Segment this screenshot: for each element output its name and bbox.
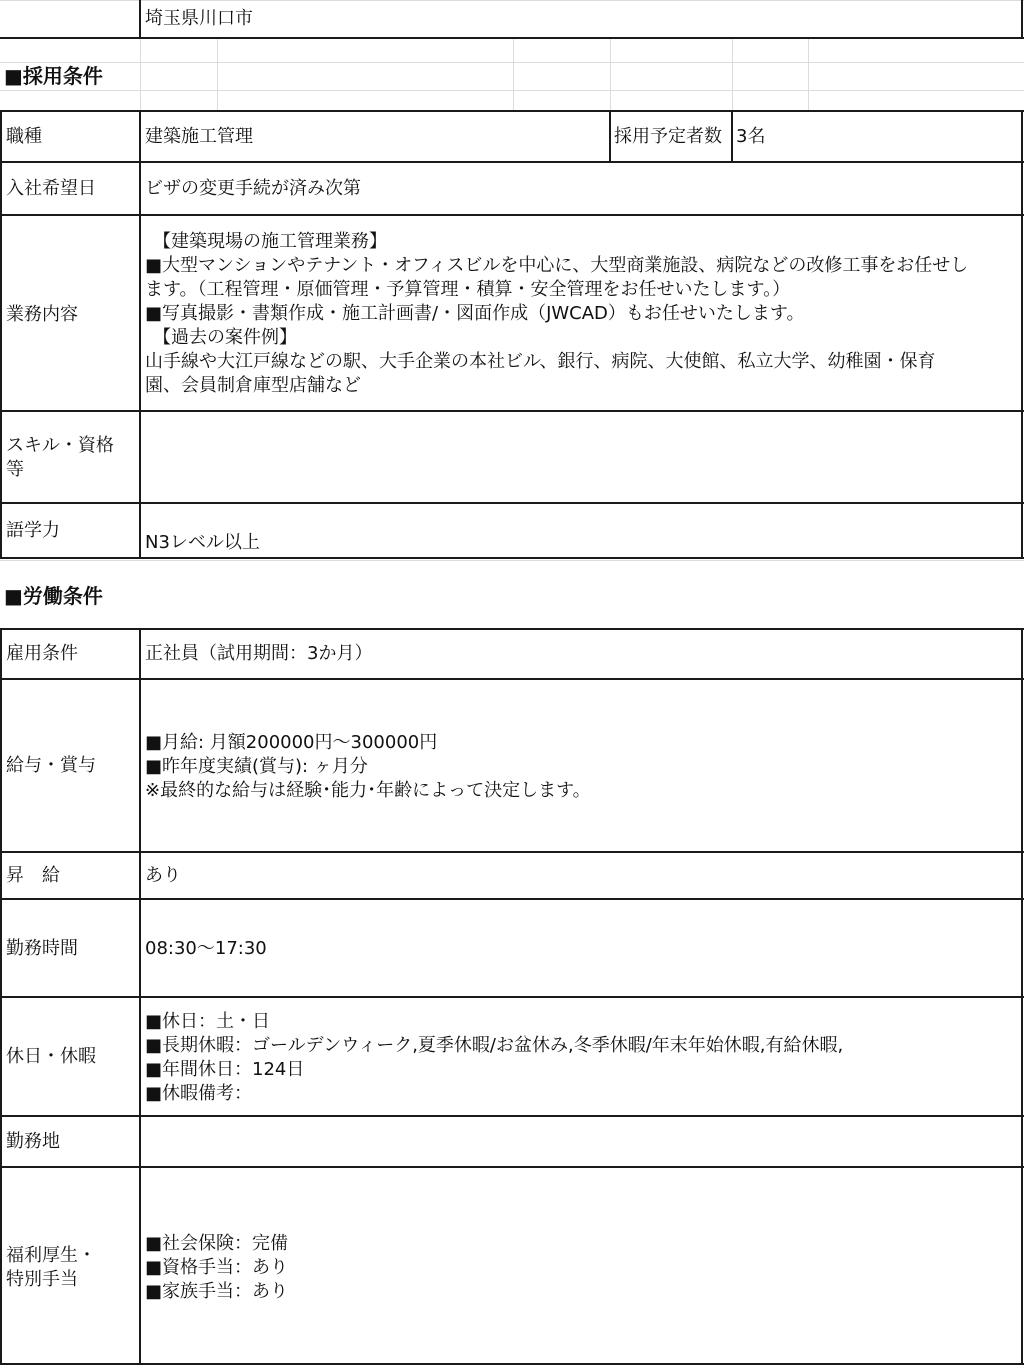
gridline (217, 39, 218, 110)
border (609, 110, 611, 162)
salary-line: ※最終的な給与は経験･能力･年齢によって決定します。 (145, 780, 591, 801)
border (0, 1363, 1024, 1365)
skills-label (6, 434, 114, 482)
border (0, 110, 1024, 112)
holidays-line: ■長期休暇：ゴールデンウィーク,夏季休暇/お盆休み,冬季休暇/年末年始休暇,有給休暇, (145, 1035, 844, 1056)
salary-line: ■月給: 月額200000円～300000円 (145, 732, 438, 753)
border (0, 110, 2, 559)
border (139, 0, 141, 38)
language-value: N3レベル以上 (145, 532, 260, 553)
benefits-label-line: 福利厚生・ (6, 1245, 96, 1266)
border (0, 898, 1024, 900)
border (1021, 0, 1023, 38)
border (0, 502, 1024, 504)
border (0, 557, 1024, 559)
gridline (0, 90, 1024, 91)
recruit-section-title: ■採用条件 (4, 64, 103, 88)
gridline (513, 39, 514, 110)
holidays-line: ■休日：土・日 (145, 1011, 271, 1032)
border (0, 628, 1024, 630)
border (0, 161, 1024, 163)
benefits-value (145, 1232, 288, 1304)
border (0, 37, 1024, 39)
raise-label: 昇 給 (6, 865, 60, 886)
salary-label: 給与・賞与 (6, 755, 96, 776)
border (0, 678, 1024, 680)
benefits-line: ■家族手当：あり (145, 1281, 289, 1302)
border (0, 628, 2, 1365)
skills-label-line: 等 (6, 459, 24, 480)
border (1021, 628, 1023, 1365)
duties-line: ■写真撮影・書類作成・施工計画書/・図面作成（JWCAD）もお任せいたします。 (145, 303, 805, 324)
openings-label: 採用予定者数 (614, 126, 722, 147)
workplace-label: 勤務地 (6, 1131, 60, 1152)
border (0, 996, 1024, 998)
benefits-line: ■社会保険：完備 (145, 1233, 289, 1254)
holidays-value (145, 1010, 843, 1106)
duties-line: ■大型マンションやテナント・オフィスビルを中心に、大型商業施設、病院などの改修工事をお任せし (145, 255, 969, 276)
benefits-label (6, 1244, 96, 1292)
gridline (610, 39, 611, 110)
duties-value (145, 230, 968, 398)
holidays-line: ■年間休日：124日 (145, 1059, 305, 1080)
border (0, 1115, 1024, 1117)
hours-label: 勤務時間 (6, 938, 78, 959)
gridline (0, 560, 1024, 561)
duties-line: 山手線や大江戸線などの駅、大手企業の本社ビル、銀行、病院、大使館、私立大学、幼稚園・保育 (145, 351, 936, 372)
holidays-label: 休日・休暇 (6, 1046, 96, 1067)
border (0, 410, 1024, 412)
start-date-value: ビザの変更手続が済み次第 (145, 178, 361, 199)
labor-section-title: ■労働条件 (4, 584, 103, 608)
job-label: 職種 (6, 126, 42, 147)
border (0, 1166, 1024, 1168)
border (139, 110, 141, 559)
skills-label-line: スキル・資格 (6, 435, 114, 456)
gridline (732, 39, 733, 110)
salary-value (145, 731, 591, 803)
border (0, 851, 1024, 853)
duties-line: 【建築現場の施工管理業務】 (153, 231, 387, 252)
gridline (0, 0, 1024, 1)
address-cell: 埼玉県川口市 (145, 8, 253, 29)
salary-line: ■昨年度実績(賞与): ヶ月分 (145, 756, 368, 777)
language-label: 語学力 (6, 520, 60, 541)
duties-line: 【過去の案件例】 (153, 327, 297, 348)
border (0, 214, 1024, 216)
duties-line: ます。（工程管理・原価管理・予算管理・積算・安全管理をお任せいたします。） (145, 279, 791, 300)
duties-line: 園、会員制倉庫型店舗など (145, 375, 361, 396)
border (731, 110, 733, 162)
border (1021, 110, 1023, 559)
gridline (140, 39, 141, 110)
benefits-line: ■資格手当：あり (145, 1257, 289, 1278)
gridline (0, 62, 1024, 63)
raise-value: あり (145, 865, 181, 886)
duties-label: 業務内容 (6, 304, 78, 325)
openings-value: 3名 (736, 126, 766, 147)
benefits-label-line: 特別手当 (6, 1269, 78, 1290)
border (139, 628, 141, 1365)
start-date-label: 入社希望日 (6, 178, 96, 199)
employment-label: 雇用条件 (6, 643, 78, 664)
holidays-line: ■休暇備考： (145, 1083, 253, 1104)
gridline (808, 39, 809, 110)
hours-value: 08:30～17:30 (145, 938, 267, 959)
employment-value: 正社員（試用期間：3か月） (145, 643, 373, 664)
job-value: 建築施工管理 (145, 126, 253, 147)
